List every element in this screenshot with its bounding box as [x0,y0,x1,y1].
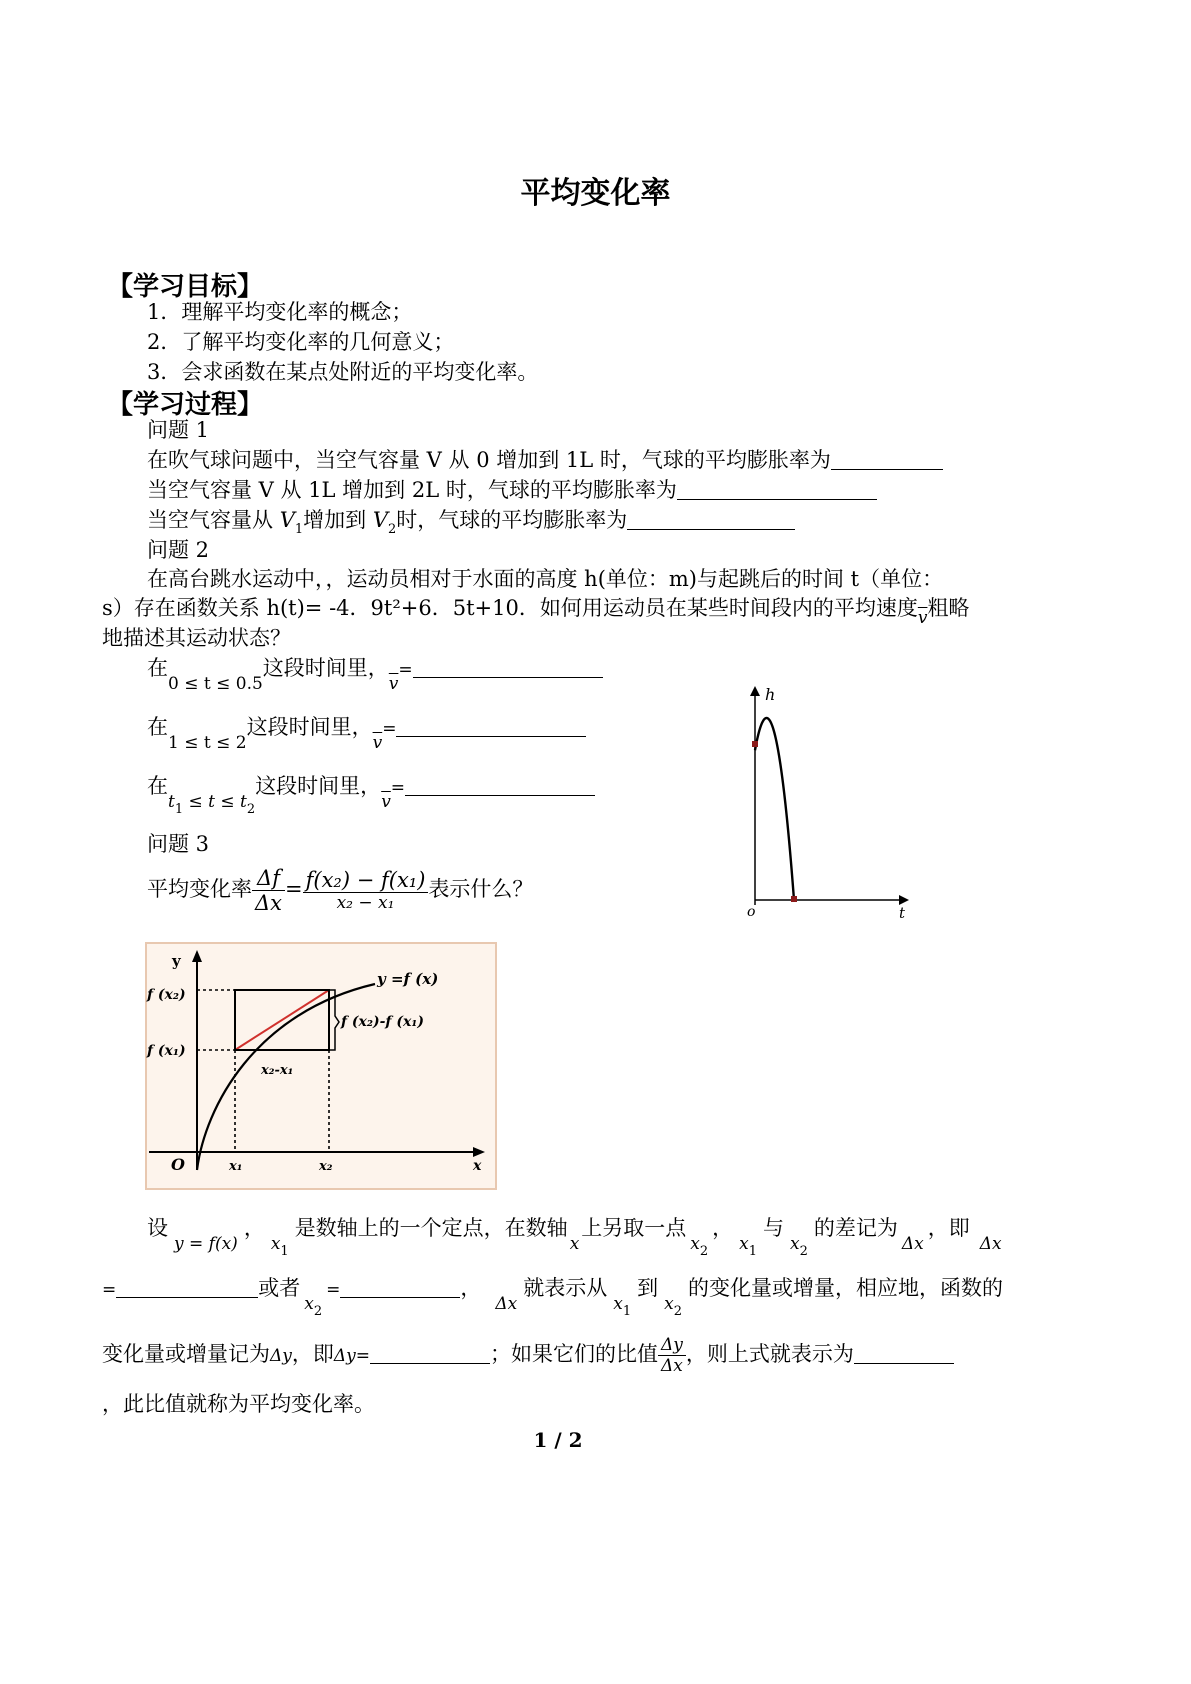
objective-item-2: 2．了解平均变化率的几何意义； [147,330,455,354]
question-1-label: 问题 1 [147,418,210,442]
answer-blank[interactable] [370,1341,490,1364]
definition-line-3: 变化量或增量记为Δy，即Δy= ；如果它们的比值 $\frac{\Delta y}{\Delta x}$ ，则上式就表示为 [102,1335,954,1376]
x1-tick-label: x₁ [229,1159,243,1174]
question-2-para-1: 在高台跳水运动中，，运动员相对于水面的高度 h(单位：m)与起跳后的时间 t（单位： [147,567,944,591]
question-1-line-2: 当空气容量 V 从 1L 增加到 2L 时，气球的平均膨胀率为 [147,474,877,504]
difference-label: f (x₂)-f (x₁) [341,1014,425,1030]
trajectory-curve [755,718,794,900]
answer-blank[interactable] [340,1275,460,1298]
fraction-dy-dx: $\frac{\Delta y}{\Delta x}$ [658,1335,686,1376]
height-time-graph [725,680,925,925]
x2-tick-label: x₂ [319,1159,333,1174]
answer-blank[interactable] [627,507,795,530]
origin-label: o [747,904,756,920]
question-2-para-3: 地描述其运动状态？ [102,626,291,650]
fraction-df-dx: $\frac{\Delta f}{\Delta x}$ [252,866,285,915]
t-axis-label: t [899,904,906,922]
objective-item-3: 3．会求函数在某点处附近的平均变化率。 [147,360,539,384]
definition-line-2: = 或者$_{x_2}$= ，$_{\Delta x}$就表示从$_{x_1}$到$_{x_2}$的变化量或增量，相应地，函数的 [102,1276,1003,1319]
fraction-difference-quotient: $\frac{\text{f(x₂) − f(x₁)}}{\text{x₂ − x₁}}$ [303,868,429,913]
objective-item-1: 1．理解平均变化率的概念； [147,300,413,324]
start-point-marker [752,741,758,747]
definition-line-1: 设$_{y = f(x)}$，$_{x_1}$是数轴上的一个定点，在数轴$_x$上另取一点$_{x_2}$，$_{x_1}$与$_{x_2}$的差记为$_{\Delta x}$，即$_{\Delta x}$ [147,1216,1002,1259]
y-axis-label: y [172,952,181,970]
page-title: 平均变化率 [520,176,671,211]
average-rate-graph [145,942,497,1190]
answer-blank[interactable] [396,714,586,737]
question-2-row-3: 在$_{t_1 \le t \le t_2}$这段时间里，$_{\overline{v}}$= [147,770,595,817]
answer-blank[interactable] [413,655,603,678]
x-axis-label: x [473,1158,482,1174]
answer-blank[interactable] [677,477,877,500]
question-2-label: 问题 2 [147,538,210,562]
question-2-row-1: 在$_{0 \le t \le 0.5}$这段时间里，$_{\overline{v}}$= [147,652,603,694]
h-axis-label: h [765,685,776,704]
definition-line-4: ，此比值就称为平均变化率。 [102,1392,375,1416]
objectives-heading: 【学习目标】 [107,272,264,302]
answer-blank[interactable] [116,1275,258,1298]
page-number: 1 / 2 [533,1428,583,1452]
question-1-line-3: 当空气容量从 $V_1$增加到 $V_2$时，气球的平均膨胀率为 [147,504,795,537]
curve-label: y =f (x) [377,970,439,988]
fx1-label: f (x₁) [147,1043,186,1059]
question-2-row-2: 在$_{1 \le t \le 2}$这段时间里，$_{\overline{v}}$= [147,711,586,753]
question-3-formula: 平均变化率 $\frac{\Delta f}{\Delta x}$ = $\frac{\text{f(x₂) − f(x₁)}}{\text{x₂ − x₁}}$ 表示什么？ [147,866,534,915]
question-3-label: 问题 3 [147,832,210,856]
dx-label: x₂-x₁ [261,1063,294,1078]
answer-blank[interactable] [831,447,943,470]
answer-blank[interactable] [854,1341,954,1364]
question-1-line-1: 在吹气球问题中，当空气容量 V 从 0 增加到 1L 时，气球的平均膨胀率为 [147,444,943,474]
fx2-label: f (x₂) [147,987,186,1003]
origin-label: O [171,1155,185,1174]
process-heading: 【学习过程】 [107,390,264,420]
question-2-para-2: s）存在函数关系 h(t)= -4．9t²+6．5t+10．如何用运动员在某些时间段内的平均速度$_{\overline{v}}$粗略 [102,596,970,628]
end-point-marker [791,896,797,902]
answer-blank[interactable] [405,773,595,796]
